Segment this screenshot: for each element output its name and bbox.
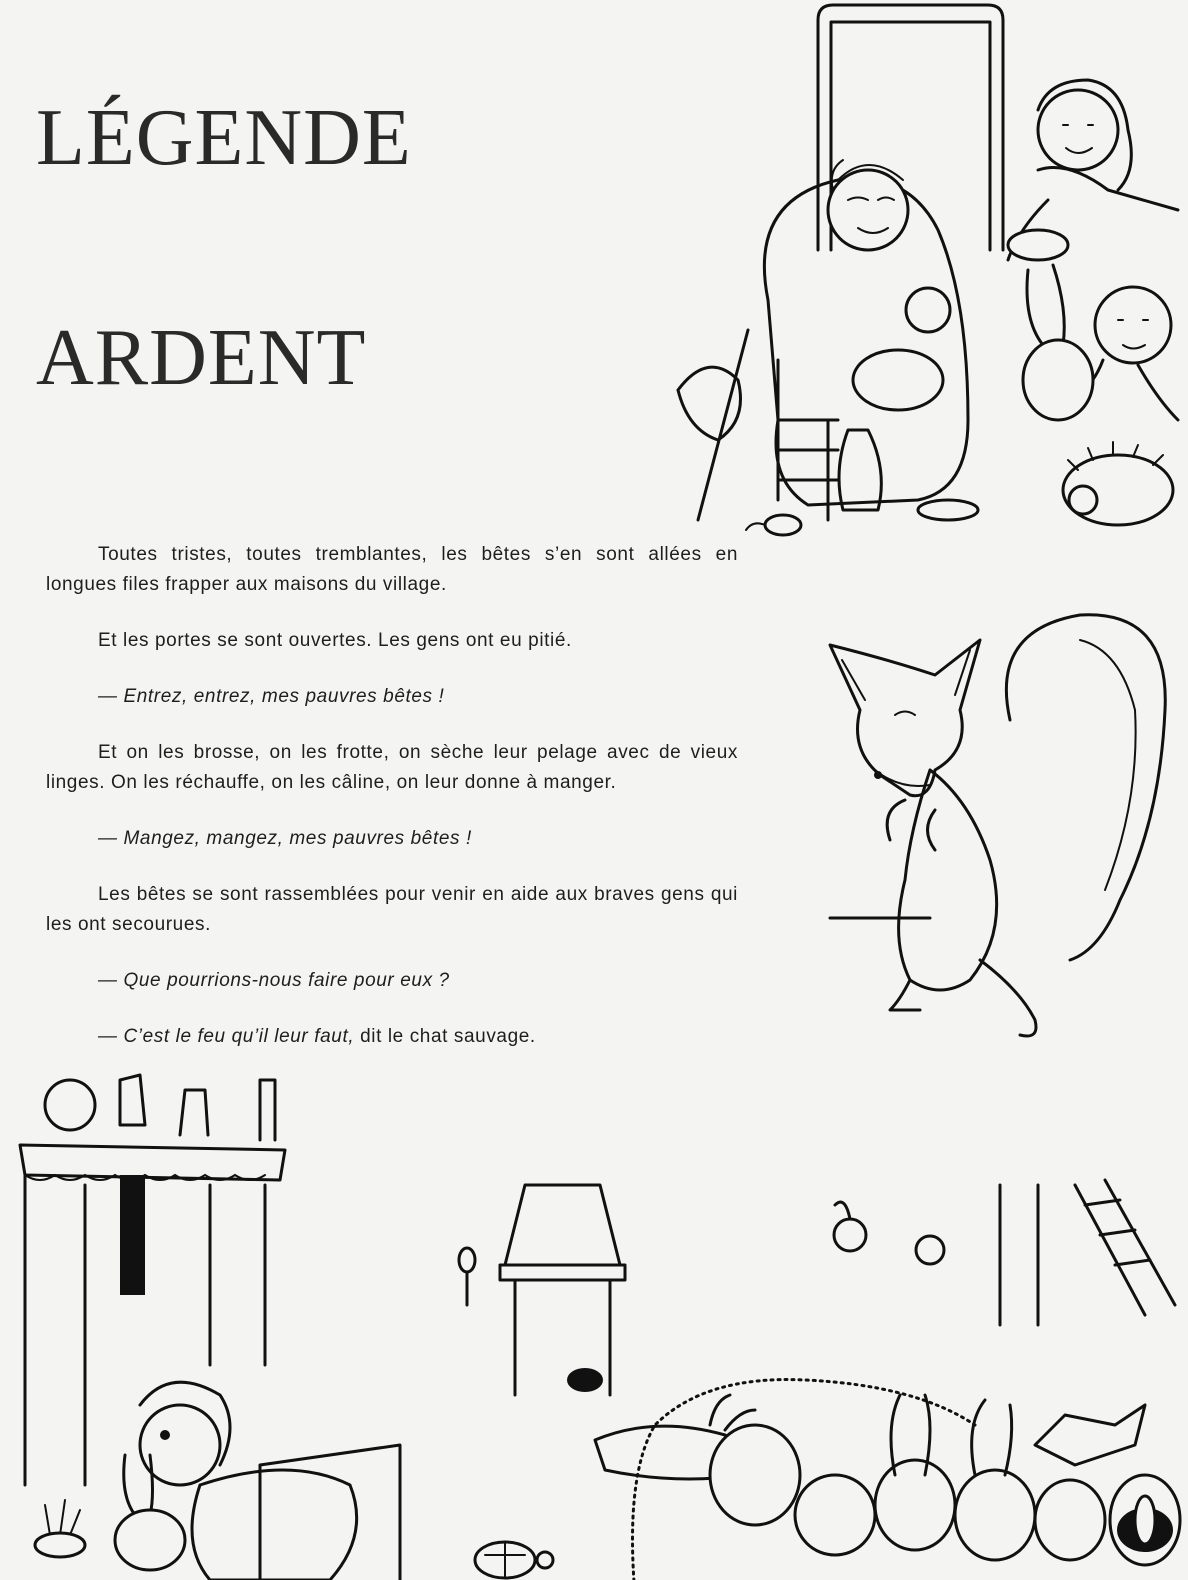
dialogue-text: — Mangez, mangez, mes pauvres bêtes ! [98, 828, 472, 849]
animals-gathering-illustration [455, 1175, 1188, 1580]
dialogue-line [46, 1022, 738, 1052]
dialogue-text: — Que pourrions-nous faire pour eux ? [98, 970, 450, 991]
dialogue-line [46, 824, 738, 854]
title-line-2: ARDENT [36, 314, 367, 402]
title-line-1: LÉGENDE [36, 94, 412, 182]
paragraph: Toutes tristes, toutes tremblantes, les bêtes s’en sont allées en longues files frapper aux maisons du village. [46, 544, 738, 595]
story-text [46, 540, 738, 1078]
paragraph: Et les portes se sont ouvertes. Les gens ont eu pitié. [98, 630, 572, 651]
paragraph: Les bêtes se sont rassemblées pour venir en aide aux braves gens qui les ont secourues. [46, 884, 738, 935]
old-woman-with-animals-illustration [668, 0, 1183, 545]
paragraph: Et on les brosse, on les frotte, on sèche leur pelage avec de vieux linges. On les réchauffe, on les câline, on leur donne à manger. [46, 742, 738, 793]
dialogue-line [46, 966, 738, 996]
dialogue-line [46, 682, 738, 712]
fox-illustration [820, 600, 1180, 1050]
dialogue-text: — C’est le feu qu’il leur faut, [98, 1026, 355, 1047]
dialogue-text: — Entrez, entrez, mes pauvres bêtes ! [98, 686, 445, 707]
fireplace-old-woman-rabbit-illustration [10, 1065, 440, 1580]
dialogue-attribution: dit le chat sauvage. [354, 1026, 536, 1047]
